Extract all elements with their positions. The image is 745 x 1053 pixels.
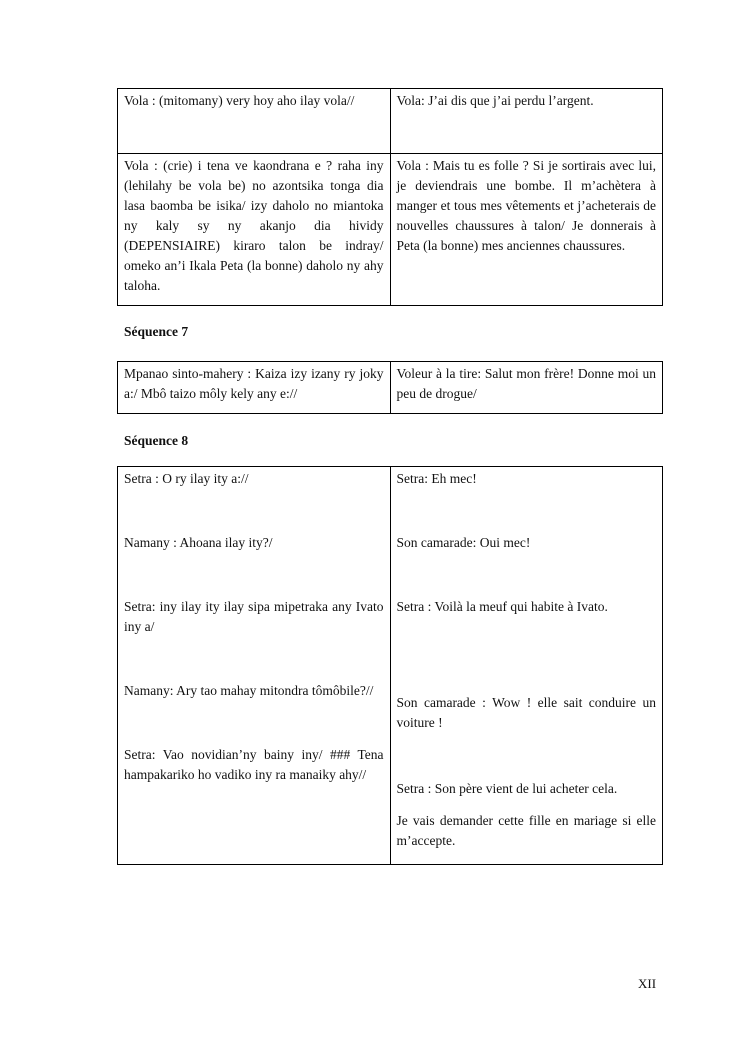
spacer xyxy=(124,553,384,597)
spacer xyxy=(124,701,384,745)
table-row xyxy=(118,89,663,154)
dialogue-line: Setra : Son père vient de lui acheter cela. xyxy=(396,781,618,796)
dialogue-line: Son camarade: Oui mec! xyxy=(396,535,531,550)
dialogue-table-1 xyxy=(117,88,663,306)
dialogue-table-sequence-8 xyxy=(117,466,663,865)
dialogue-table xyxy=(117,88,663,306)
french-cell: Vola : Mais tu es folle ? Si je sortirais avec lui, je deviendrais une bombe. Il m’achètera à manger et tous mes vêtements et j’acheterais de nouvelles chaussures à talon/ Je donnerais à Peta (la bonne) mes anciennes chaussures. xyxy=(390,154,663,306)
sequence-7-title: Séquence 7 xyxy=(124,324,189,339)
dialogue-line: Je vais demander cette fille en mariage si elle m’accepte. xyxy=(396,813,656,848)
dialogue-line: Setra : Voilà la meuf qui habite à Ivato. xyxy=(396,599,608,614)
french-cell: Vola: J’ai dis que j’ai perdu l’argent. xyxy=(390,89,663,154)
spacer xyxy=(124,489,384,533)
malagasy-cell: Vola : (mitomany) very hoy aho ilay vola// xyxy=(118,89,391,154)
dialogue-line: Setra: Vao novidian’ny bainy iny/ ### Tena hampakariko ho vadiko iny ra manaiky ahy// xyxy=(124,747,384,782)
french-cell xyxy=(390,467,663,865)
spacer xyxy=(397,733,657,779)
spacer xyxy=(124,637,384,681)
dialogue-line: Setra: Eh mec! xyxy=(396,471,477,486)
malagasy-cell xyxy=(118,467,391,865)
dialogue-line: Namany: Ary tao mahay mitondra tômôbile?// xyxy=(124,683,374,698)
spacer xyxy=(397,799,657,811)
spacer xyxy=(397,617,657,693)
dialogue-line: Setra: iny ilay ity ilay sipa mipetraka any Ivato iny a/ xyxy=(124,599,384,634)
dialogue-table-sequence-7 xyxy=(117,361,663,414)
dialogue-line: Son camarade : Wow ! elle sait conduire un voiture ! xyxy=(396,695,656,730)
dialogue-table xyxy=(117,361,663,414)
dialogue-table xyxy=(117,466,663,865)
malagasy-cell: Vola : (crie) i tena ve kaondrana e ? raha iny (lehilahy be vola be) no azontsika tonga dia lasa baomba be isika/ izy daholo no miantoka ny kaly sy ny akanjo dia hividy (DEPENSIAIRE) kiraro talon be indray/ omeko an’i Ikala Peta (la bonne) daholo ny ahy taloha. xyxy=(118,154,391,306)
page-number: XII xyxy=(638,976,657,991)
table-row xyxy=(118,362,663,414)
spacer xyxy=(397,553,657,597)
malagasy-cell: Mpanao sinto-mahery : Kaiza izy izany ry joky a:/ Mbô taizo môly kely any e:// xyxy=(118,362,391,414)
sequence-8-title: Séquence 8 xyxy=(124,433,189,448)
table-row xyxy=(118,467,663,865)
table-row xyxy=(118,154,663,306)
dialogue-line: Setra : O ry ilay ity a:// xyxy=(124,471,249,486)
french-cell: Voleur à la tire: Salut mon frère! Donne moi un peu de drogue/ xyxy=(390,362,663,414)
dialogue-line: Namany : Ahoana ilay ity?/ xyxy=(124,535,273,550)
spacer xyxy=(397,489,657,533)
